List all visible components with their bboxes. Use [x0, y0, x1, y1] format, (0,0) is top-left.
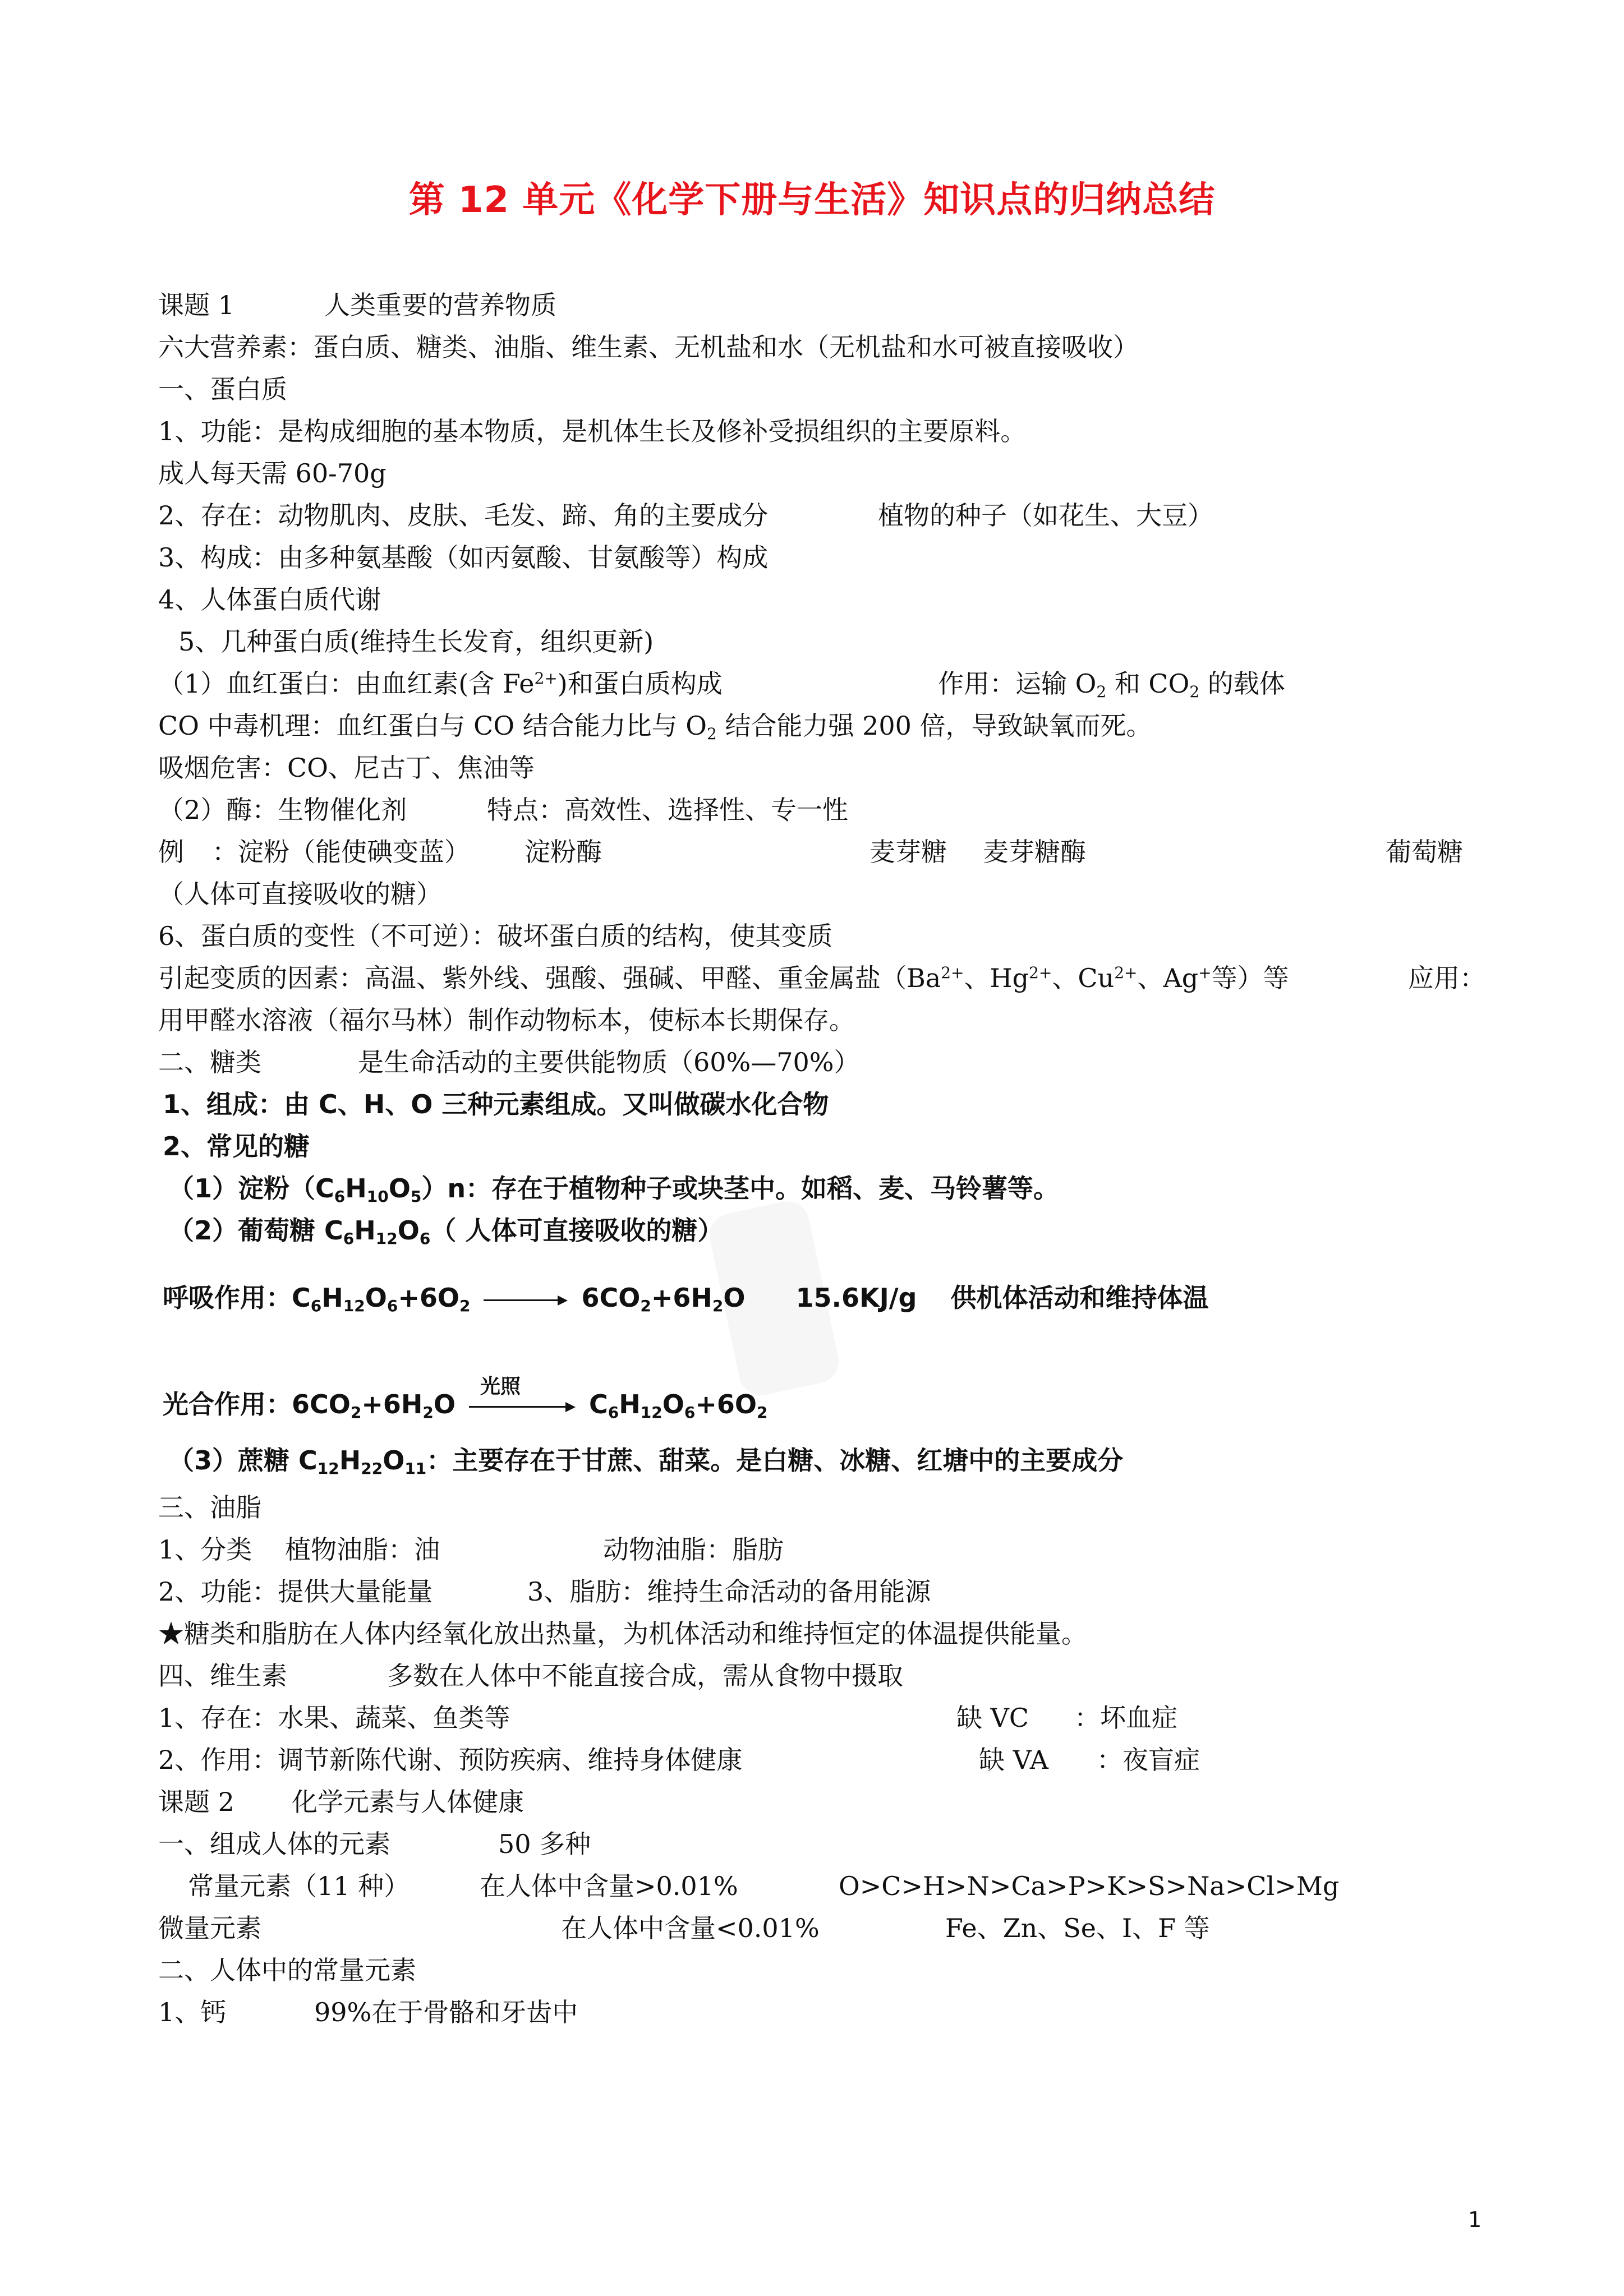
calcium-note: 99%在于骨骼和牙齿中	[314, 1997, 578, 2027]
carb-composition-line: 1、组成：由 C、H、O 三种元素组成。又叫做碳水化合物	[163, 1089, 829, 1119]
macro-elements-order: O>C>H>N>Ca>P>K>S>Na>Cl>Mg	[839, 1871, 1340, 1901]
night-blindness-label: ：夜盲症	[1097, 1745, 1200, 1775]
enzyme-features-line: 特点：高效性、选择性、专一性	[487, 795, 848, 825]
scurvy-label: ：坏血症	[1074, 1703, 1177, 1733]
plant-fats: 植物油脂：油	[285, 1534, 440, 1565]
example-maltose: 麦芽糖	[869, 837, 947, 867]
trace-elements-label: 微量元素	[158, 1913, 261, 1943]
respiration-equation: 呼吸作用：$C_6H_{12}O_6+6O_2$ $6CO_2+6H_2O$ 15.6KJ/g 供机体活动和维持体温	[163, 1283, 1209, 1315]
faint-watermark	[706, 1197, 843, 1399]
sucrose-line: （3）蔗糖 $C_{12}H_{22}O_{11}$：主要存在于甘蔗、甜菜。是白糖、冰糖、红塘中的主要成分	[168, 1445, 1124, 1478]
lack-va-label: 缺 VA	[979, 1745, 1048, 1775]
hemoglobin-line: （1）血红蛋白：由血红素(含 $Fe^{2+}$)和蛋白质构成	[158, 668, 723, 699]
hemoglobin-role-line: 作用：运输 $O_2$ 和 $CO_2$ 的载体	[938, 668, 1285, 701]
denaturation-factors-line: 引起变质的因素：高温、紫外线、强酸、强碱、甲醛、重金属盐（$Ba^{2+}$、$Hg^{2+}$、$Cu^{2+}$、Ag+等）等	[158, 963, 1289, 993]
protein-metabolism-line: 4、人体蛋白质代谢	[158, 584, 381, 615]
fats-function-line: 2、功能：提供大量能量	[158, 1576, 433, 1607]
protein-plant-seeds-line: 植物的种子（如花生、大豆）	[878, 500, 1213, 531]
section-vitamins-heading: 四、维生素	[158, 1661, 287, 1691]
protein-function-line: 1、功能：是构成细胞的基本物质，是机体生长及修补受损组织的主要原料。	[158, 416, 1027, 446]
protein-existence-line: 2、存在：动物肌肉、皮肤、毛发、蹄、角的主要成分	[158, 500, 769, 531]
reaction-arrow-icon	[484, 1294, 568, 1306]
protein-denaturation-line: 6、蛋白质的变性（不可逆）：破坏蛋白质的结构，使其变质	[158, 921, 833, 951]
animal-fats: 动物油脂：脂肪	[603, 1534, 784, 1565]
vitamins-sources-line: 1、存在：水果、蔬菜、鱼类等	[158, 1703, 510, 1733]
calcium-label: 1、钙	[158, 1997, 227, 2027]
page-title: 第 12 单元《化学下册与生活》知识点的归纳总结	[408, 179, 1216, 221]
macro-elements-label: 常量元素（11 种）	[188, 1871, 410, 1901]
lesson-1-title: 人类重要的营养物质	[324, 290, 556, 320]
page-number: 1	[1468, 2207, 1482, 2232]
lesson-2-label: 课题 2	[158, 1787, 234, 1817]
body-elements-count: 50 多种	[498, 1829, 591, 1859]
example-maltase: 麦芽糖酶	[983, 837, 1086, 867]
enzyme-line: （2）酶：生物催化剂	[158, 795, 407, 825]
co-poisoning-line: CO 中毒机理：血红蛋白与 CO 结合能力比与 $O_2$ 结合能力强 200 倍，导致缺氧而死。	[158, 711, 1152, 743]
trace-elements-content: 在人体中含量<0.01%	[561, 1913, 820, 1943]
section-fats-heading: 三、油脂	[158, 1492, 261, 1523]
section-protein-heading: 一、蛋白质	[158, 374, 287, 404]
example-amylase: 淀粉酶	[525, 837, 602, 867]
lack-vc-label: 缺 VC	[956, 1703, 1029, 1733]
six-nutrients-line: 六大营养素：蛋白质、糖类、油脂、维生素、无机盐和水（无机盐和水可被直接吸收）	[158, 332, 1139, 362]
trace-elements-list: Fe、Zn、Se、I、F 等	[945, 1913, 1210, 1943]
body-elements-heading: 一、组成人体的元素	[158, 1829, 390, 1859]
fats-classification-label: 1、分类	[158, 1534, 252, 1565]
example-glucose: 葡萄糖	[1386, 837, 1463, 867]
energy-note-line: ★糖类和脂肪在人体内经氧化放出热量，为机体活动和维持恒定的体温提供能量。	[158, 1619, 1087, 1649]
example-starch: ：淀粉（能使碘变蓝）	[212, 837, 470, 867]
example-glucose-note: （人体可直接吸收的糖）	[158, 879, 442, 909]
protein-daily-need-line: 成人每天需 60-70g	[158, 458, 387, 488]
photosynthesis-equation: 光合作用：$6CO_2+6H_2O$ 光照 $C_6H_{12}O_6+6O_2$	[163, 1375, 768, 1422]
reaction-arrow-icon: 光照	[469, 1401, 576, 1412]
glucose-line: （2）葡萄糖 $C_6H_{12}O_6$（ 人体可直接吸收的糖）	[168, 1215, 724, 1248]
common-sugars-line: 2、常见的糖	[163, 1131, 310, 1161]
macro-elements-content: 在人体中含量>0.01%	[480, 1871, 738, 1901]
section-carbohydrate-heading: 二、糖类	[158, 1047, 261, 1077]
carbohydrate-role-line: 是生命活动的主要供能物质（60%—70%）	[358, 1047, 860, 1077]
smoking-harm-line: 吸烟危害：CO、尼古丁、焦油等	[158, 753, 535, 783]
lesson-2-title: 化学元素与人体健康	[292, 1787, 524, 1817]
macro-elements-heading: 二、人体中的常量元素	[158, 1955, 416, 1985]
formalin-application-line: 用甲醛水溶液（福尔马林）制作动物标本，使标本长期保存。	[158, 1005, 855, 1035]
lesson-1-label: 课题 1	[158, 290, 234, 320]
protein-types-line: 5、几种蛋白质(维持生长发育，组织更新)	[178, 626, 654, 657]
protein-composition-line: 3、构成：由多种氨基酸（如丙氨酸、甘氨酸等）构成	[158, 542, 769, 573]
vitamins-function-line: 2、作用：调节新陈代谢、预防疾病、维持身体健康	[158, 1745, 743, 1775]
vitamins-note: 多数在人体中不能直接合成，需从食物中摄取	[387, 1661, 903, 1691]
starch-line: （1）淀粉$(C_6H_{10}O_5)n$：存在于植物种子或块茎中。如稻、麦、马铃薯等。	[168, 1173, 1060, 1206]
fat-reserve-line: 3、脂肪：维持生命活动的备用能源	[527, 1576, 931, 1607]
example-label: 例	[158, 837, 184, 867]
application-label: 应用：	[1408, 963, 1485, 993]
